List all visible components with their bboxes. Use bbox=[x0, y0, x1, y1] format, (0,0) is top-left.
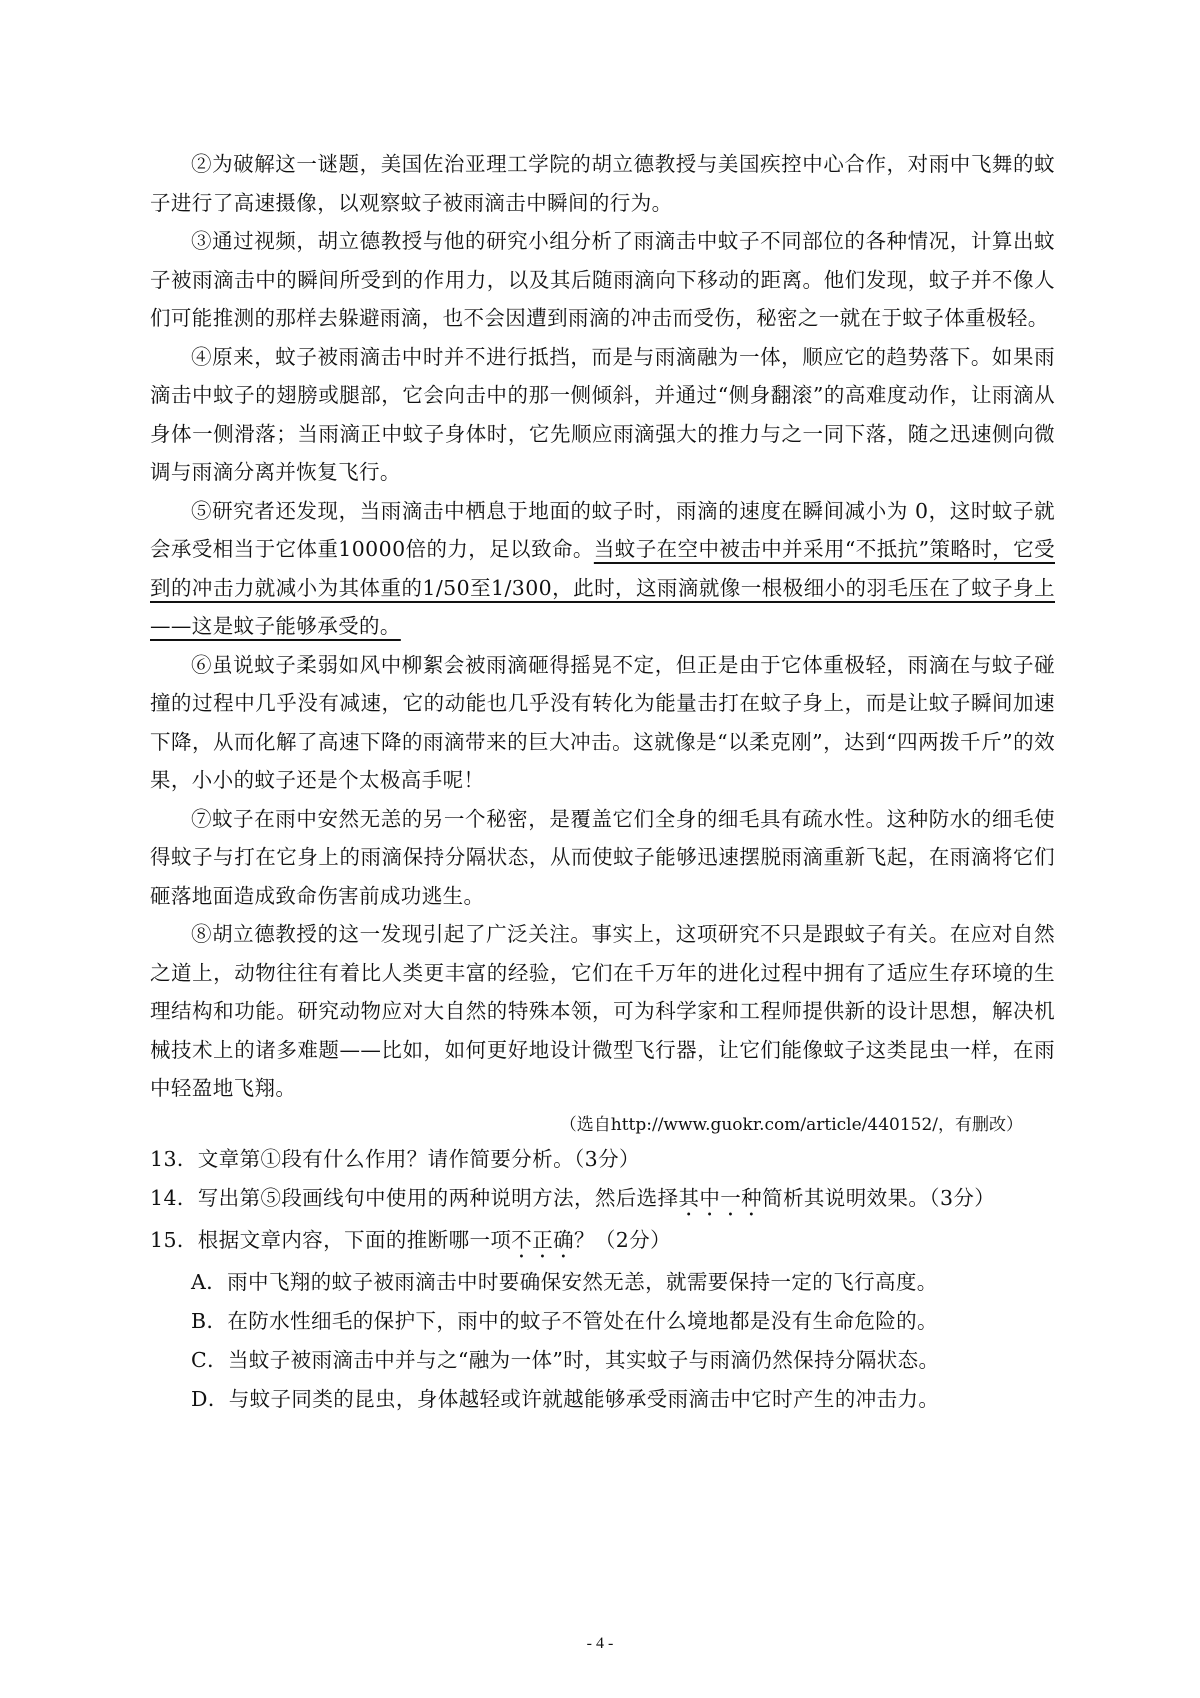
underlined-sentence: 当蚊子在空中被击中并采用“不抵抗”策略时，它受到的冲击力就减小为其体重的1/50至1/300，此时，这雨滴就像一根极细小的羽毛压在了蚊子身上——这是蚊子能够承受的。 bbox=[150, 537, 1055, 638]
question-14-text-end: 简析其说明效果。（3分） bbox=[762, 1185, 996, 1210]
page-number: - 4 - bbox=[586, 1635, 614, 1652]
source-citation: （选自http://www.guokr.com/article/440152/，有删改） bbox=[559, 1114, 1023, 1135]
paragraph-7: ⑦蚊子在雨中安然无恙的另一个秘密，是覆盖它们全身的细毛具有疏水性。这种防水的细毛使得蚊子与打在它身上的雨滴保持分隔状态，从而使蚊子能够迅速摆脱雨滴重新飞起，在雨滴将它们砸落地面造成致命伤害前成功逃生。 bbox=[150, 806, 1055, 908]
paragraph-6: ⑥虽说蚊子柔弱如风中柳絮会被雨滴砸得摇晃不定，但正是由于它体重极轻，雨滴在与蚊子碰撞的过程中几乎没有减速，它的动能也几乎没有转化为能量击打在蚊子身上，而是让蚊子瞬间加速下降，从而化解了高速下降的雨滴带来的巨大冲击。这就像是“以柔克刚”，达到“四两拨千斤”的效果，小小的蚊子还是个太极高手呢！ bbox=[150, 652, 1055, 792]
option-d: D．与蚊子同类的昆虫，身体越轻或许就越能够承受雨滴击中它时产生的冲击力。 bbox=[191, 1386, 940, 1411]
option-a: A．雨中飞翔的蚊子被雨滴击中时要确保安然无恙，就需要保持一定的飞行高度。 bbox=[191, 1269, 938, 1294]
paragraph-3: ③通过视频，胡立德教授与他的研究小组分析了雨滴击中蚊子不同部位的各种情况，计算出蚊子被雨滴击中的瞬间所受到的作用力，以及其后随雨滴向下移动的距离。他们发现，蚊子并不像人们可能推测的那样去躲避雨滴，也不会因遭到雨滴的冲击而受伤，秘密之一就在于蚊子体重极轻。 bbox=[150, 229, 1055, 330]
document-page bbox=[150, 145, 1055, 1419]
emphasized-text: 其中一种 bbox=[678, 1185, 763, 1210]
question-14 bbox=[150, 1179, 1055, 1221]
question-14-text: 14．写出第⑤段画线句中使用的两种说明方法，然后选择 bbox=[150, 1185, 679, 1210]
question-15 bbox=[150, 1221, 1055, 1263]
paragraph-5 bbox=[150, 492, 1055, 646]
question-15-text: 15．根据文章内容，下面的推断哪一项 bbox=[150, 1227, 512, 1252]
question-13: 13．文章第①段有什么作用？请作简要分析。（3分） bbox=[150, 1146, 640, 1171]
option-b: B．在防水性细毛的保护下，雨中的蚊子不管处在什么境地都是没有生命危险的。 bbox=[191, 1308, 938, 1333]
paragraph-5-text: ⑤研究者还发现，当雨滴击中栖息于地面的蚊子时，雨滴的速度在瞬间减小为 0，这时蚊子就会承受相当于它体重10000倍的力，足以致命。 bbox=[150, 498, 1055, 561]
option-c: C．当蚊子被雨滴击中并与之“融为一体”时，其实蚊子与雨滴仍然保持分隔状态。 bbox=[191, 1347, 940, 1372]
paragraph-4: ④原来，蚊子被雨滴击中时并不进行抵挡，而是与雨滴融为一体，顺应它的趋势落下。如果雨滴击中蚊子的翅膀或腿部，它会向击中的那一侧倾斜，并通过“侧身翻滚”的高难度动作，让雨滴从身体一侧滑落；当雨滴正中蚊子身体时，它先顺应雨滴强大的推力与之一同下落，随之迅速侧向微调与雨滴分离并恢复飞行。 bbox=[150, 344, 1055, 484]
question-15-text-end: ？（2分） bbox=[574, 1227, 672, 1252]
emphasized-text: 不正确 bbox=[511, 1227, 574, 1252]
paragraph-2: ②为破解这一谜题，美国佐治亚理工学院的胡立德教授与美国疾控中心合作，对雨中飞舞的蚊子进行了高速摄像，以观察蚊子被雨滴击中瞬间的行为。 bbox=[150, 152, 1055, 215]
paragraph-8: ⑧胡立德教授的这一发现引起了广泛关注。事实上，这项研究不只是跟蚊子有关。在应对自然之道上，动物往往有着比人类更丰富的经验，它们在千万年的进化过程中拥有了适应生存环境的生理结构和功能。研究动物应对大自然的特殊本领，可为科学家和工程师提供新的设计思想，解决机械技术上的诸多难题——比如，如何更好地设计微型飞行器，让它们能像蚊子这类昆虫一样，在雨中轻盈地飞翔。 bbox=[150, 922, 1055, 1100]
